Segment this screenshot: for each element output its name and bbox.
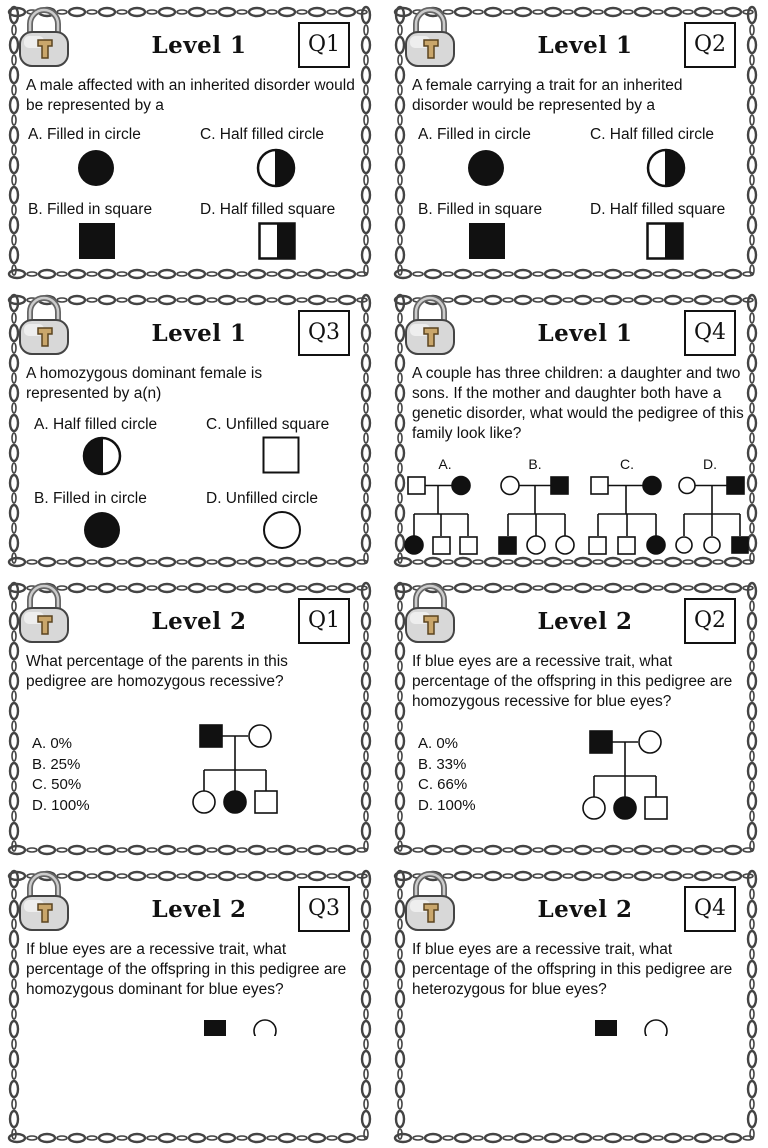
question-text: A male affected with an inherited disorder would be represented by a (26, 77, 355, 114)
option-a: A. Half filled circle (34, 416, 158, 433)
half-filled-square-symbol (258, 222, 296, 260)
padlock-icon (402, 870, 458, 934)
answer-options (32, 734, 90, 816)
question-number: Q2 (684, 22, 736, 68)
pedigree-label-c: C. (620, 456, 634, 472)
level-title: Level 2 (151, 896, 247, 923)
pedigree-label-d: D. (703, 456, 717, 472)
pedigree-label-b: B. (528, 456, 542, 472)
option-b: B. Filled in square (28, 201, 153, 218)
padlock-icon (16, 582, 72, 646)
level-title: Level 1 (537, 32, 633, 59)
padlock-icon (402, 582, 458, 646)
level-title: Level 2 (151, 608, 247, 635)
unfilled-square-symbol (262, 436, 300, 474)
option-c: C. Half filled circle (200, 126, 325, 143)
question-card (390, 866, 762, 1148)
level-title: Level 1 (151, 32, 247, 59)
question-text: A homozygous dominant female is represented by a(n) (26, 365, 263, 402)
padlock-icon (16, 294, 72, 358)
question-text: A female carrying a trait for an inherited disorder would be represented by a (412, 77, 683, 114)
question-text: What percentage of the parents in this pedigree are homozygous recessive? (26, 653, 288, 690)
option-c: C. 66% (418, 776, 468, 793)
question-number: Q2 (684, 598, 736, 644)
option-c: C. 50% (32, 776, 82, 793)
question-card (4, 2, 376, 284)
padlock-icon (402, 6, 458, 70)
option-d: D. 100% (418, 796, 476, 814)
option-a: A. Filled in circle (28, 126, 141, 143)
pedigree-diagram (184, 718, 294, 818)
padlock-icon (16, 6, 72, 70)
option-d: D. Half filled square (590, 201, 726, 218)
question-card (390, 290, 762, 572)
question-number: Q3 (298, 886, 350, 932)
half-filled-square-symbol (646, 222, 684, 260)
question-card (4, 866, 376, 1148)
pedigree-diagram (574, 724, 684, 824)
level-title: Level 1 (151, 320, 247, 347)
level-title: Level 2 (537, 608, 633, 635)
filled-circle-symbol (76, 148, 116, 188)
option-a: A. Filled in circle (418, 126, 531, 143)
half-filled-circle-symbol (256, 148, 296, 188)
option-c: C. Half filled circle (590, 126, 715, 143)
option-b: B. 33% (418, 755, 467, 773)
level-title: Level 2 (537, 896, 633, 923)
filled-square-symbol (468, 222, 506, 260)
half-filled-circle-symbol (82, 436, 122, 476)
option-a: A. 0% (32, 735, 73, 752)
filled-circle-symbol (466, 148, 506, 188)
padlock-icon (16, 870, 72, 934)
option-a: A. 0% (418, 735, 459, 752)
half-filled-circle-symbol (646, 148, 686, 188)
question-card (4, 578, 376, 860)
option-d: D. 100% (32, 796, 90, 814)
option-b: B. Filled in square (418, 201, 543, 218)
option-b: B. 25% (32, 755, 81, 773)
pedigree-options (390, 470, 762, 560)
question-text: A couple has three children: a daughter and two sons. If the mother and daughter both have a genetic disorder, what would the pedigree of this family look like? (412, 365, 744, 442)
filled-square-symbol (78, 222, 116, 260)
option-d: D. Half filled square (200, 201, 336, 218)
unfilled-circle-symbol (262, 510, 302, 550)
question-card (390, 578, 762, 860)
question-text: If blue eyes are a recessive trait, what percentage of the offspring in this pedigree are homozygous recessive for blue eyes? (412, 653, 733, 710)
question-number: Q4 (684, 310, 736, 356)
question-number: Q1 (298, 598, 350, 644)
pedigree-diagram-partial (199, 1016, 289, 1036)
question-text: If blue eyes are a recessive trait, what percentage of the offspring in this pedigree are heterozygous for blue eyes? (412, 941, 733, 998)
question-text: If blue eyes are a recessive trait, what percentage of the offspring in this pedigree are homozygous dominant for blue eyes? (26, 941, 347, 998)
padlock-icon (402, 294, 458, 358)
question-card (390, 2, 762, 284)
filled-circle-symbol (82, 510, 122, 550)
question-number: Q1 (298, 22, 350, 68)
answer-options (418, 734, 476, 816)
question-card (4, 290, 376, 572)
question-number: Q3 (298, 310, 350, 356)
question-number: Q4 (684, 886, 736, 932)
pedigree-diagram-partial (590, 1016, 680, 1036)
option-b: B. Filled in circle (34, 490, 147, 507)
option-c: C. Unfilled square (206, 416, 330, 433)
level-title: Level 1 (537, 320, 633, 347)
pedigree-label-a: A. (438, 456, 452, 472)
option-d: D. Unfilled circle (206, 490, 318, 507)
